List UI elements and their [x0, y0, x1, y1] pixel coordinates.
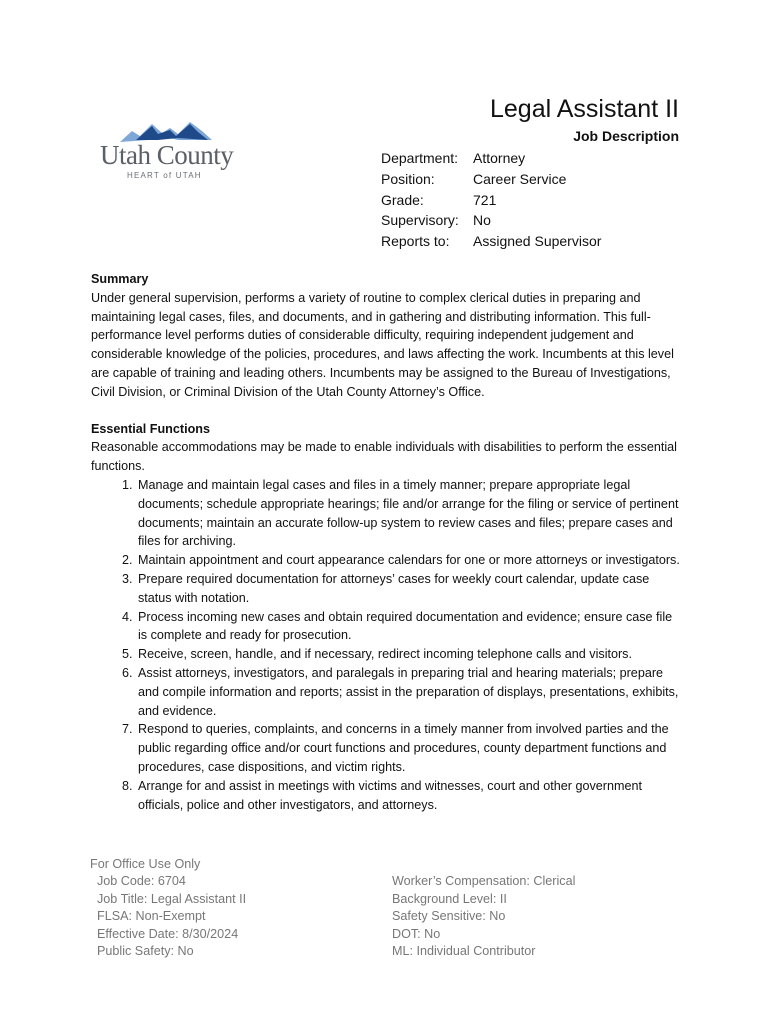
meta-row	[381, 210, 601, 231]
meta-row	[381, 169, 601, 190]
meta-key: Department:	[381, 150, 459, 166]
document-body	[91, 270, 681, 814]
meta-value: Attorney	[473, 150, 526, 166]
office-field: Background Level: II	[392, 891, 507, 906]
page-subtitle: Job Description	[573, 128, 679, 144]
page-title: Legal Assistant II	[489, 95, 679, 123]
office-field: Public Safety: No	[97, 944, 194, 959]
summary-text: Under general supervision, performs a variety of routine to complex clerical duties in preparing and maintaining legal cases, files, and documents, and in gathering and distributing information. This full-performance level performs duties of considerable difficulty, requiring independent judgement and considerable knowledge of the policies, procedures, and laws affecting the work. Incumbents at this level are capable of training and leading others. Incumbents may be assigned to the Bureau of Investigations, Civil Division, or Criminal Division of the Utah County Attorney’s Office.	[91, 290, 674, 399]
summary-heading: Summary	[91, 272, 149, 286]
meta-key: Supervisory:	[381, 212, 459, 229]
function-item: 2. Maintain appointment and court appearance calendars for one or more attorneys or investigators.	[136, 551, 681, 570]
functions-intro: Reasonable accommodations may be made to enable individuals with disabilities to perform the essential functions.	[91, 440, 677, 474]
logo-tagline: HEART of UTAH	[127, 171, 202, 180]
meta-row	[381, 148, 601, 169]
office-field: Job Title: Legal Assistant II	[97, 891, 247, 906]
meta-value: No	[473, 212, 491, 229]
office-field: Job Code: 6704	[97, 874, 186, 889]
functions-heading: Essential Functions	[91, 421, 210, 436]
function-item: 4. Process incoming new cases and obtain required documentation and evidence; ensure case file is complete and ready for prosecution.	[136, 608, 681, 646]
office-field: DOT: No	[392, 926, 441, 941]
meta-value: Career Service	[473, 170, 567, 187]
meta-key: Grade:	[381, 191, 424, 208]
utah-county-logo	[100, 118, 232, 180]
office-field: ML: Individual Contributor	[392, 944, 536, 959]
function-item: 8. Arrange for and assist in meetings with victims and witnesses, court and other government officials, police and other investigators, and attorneys.	[136, 777, 681, 815]
function-item: 6. Assist attorneys, investigators, and paralegals in preparing trial and hearing materials; prepare and compile information and reports; assist in the preparation of displays, presentations, exhibits, and evidence.	[136, 664, 681, 720]
office-use-section	[90, 856, 576, 959]
logo-name: Utah County	[100, 140, 234, 170]
function-item: 7. Respond to queries, complaints, and concerns in a timely manner from involved parties and the public regarding office and/or court functions and procedures, county department functions and procedures, case dispositions, and victim rights.	[136, 720, 681, 776]
meta-value: Assigned Supervisor	[473, 233, 602, 250]
meta-key: Reports to:	[381, 233, 450, 250]
function-item: 1. Manage and maintain legal cases and files in a timely manner; prepare appropriate legal documents; schedule appropriate hearings; file and/or arrange for the filing or service of pertinent documents; maintain an accurate follow-up system to review cases and files; prepare cases and files for archiving.	[136, 476, 681, 551]
office-field: Effective Date: 8/30/2024	[97, 926, 239, 941]
office-left-column	[97, 873, 246, 960]
meta-row	[381, 231, 601, 252]
office-field: Safety Sensitive: No	[392, 909, 506, 924]
job-meta-table	[381, 148, 601, 252]
office-field: Worker’s Compensation: Clerical	[392, 874, 576, 889]
functions-list	[91, 476, 681, 814]
function-item: 3. Prepare required documentation for attorneys’ cases for weekly court calendar, update case status with notation.	[136, 570, 681, 608]
meta-key: Position:	[381, 170, 435, 187]
office-field: FLSA: Non-Exempt	[97, 909, 206, 924]
meta-row	[381, 190, 601, 211]
function-item: 5. Receive, screen, handle, and if necessary, redirect incoming telephone calls and visitors.	[136, 645, 681, 664]
office-heading: For Office Use Only	[90, 857, 201, 871]
meta-value: 721	[473, 191, 497, 208]
office-right-column	[392, 873, 575, 960]
